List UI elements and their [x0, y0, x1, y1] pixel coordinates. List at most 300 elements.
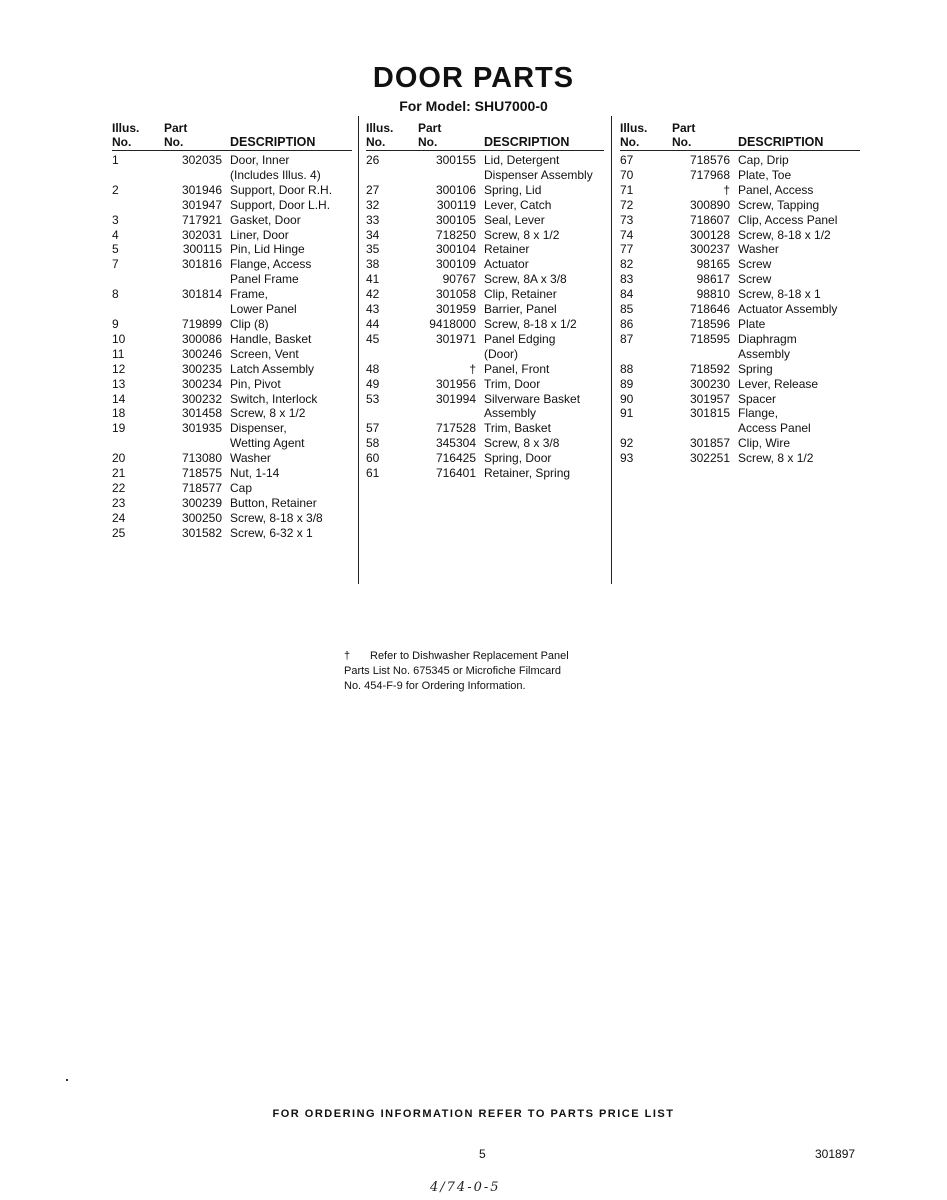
illus-number: 12: [112, 361, 126, 376]
part-description: [730, 183, 860, 198]
parts-row: [112, 242, 352, 257]
parts-row: [366, 228, 604, 243]
illus-number: 83: [620, 272, 634, 287]
illus-number: 45: [366, 331, 380, 346]
description-line: (Includes Illus. 4): [230, 167, 321, 182]
part-number: 301857: [689, 436, 730, 451]
part-description: [476, 317, 604, 332]
part-description: [222, 317, 352, 332]
part-description: [222, 198, 352, 213]
part-header: Part: [672, 121, 696, 135]
part-description: [476, 287, 604, 302]
description-line: Dispenser Assembly: [484, 167, 593, 182]
illus-number: 35: [366, 242, 380, 257]
illus-number: 57: [366, 421, 380, 436]
parts-row: [112, 406, 352, 421]
description-line: Clip (8): [230, 316, 269, 331]
description-line: Silverware Basket: [484, 391, 581, 406]
illus-number: 61: [366, 466, 380, 481]
illus-number: 73: [620, 212, 634, 227]
illus-number: 5: [112, 242, 119, 257]
illus-number: [112, 198, 164, 213]
description-line: Switch, Interlock: [230, 391, 318, 406]
parts-row: [366, 287, 604, 302]
part-description: [222, 406, 352, 421]
parts-row: [112, 481, 352, 496]
part-number: 300106: [435, 182, 476, 197]
part-description: [730, 377, 860, 392]
illus-number: 4: [112, 227, 119, 242]
part-description: [222, 377, 352, 392]
illus-number: 72: [620, 197, 634, 212]
part-number: 718577: [181, 480, 222, 495]
description-line: Clip, Access Panel: [738, 212, 838, 227]
footnote-line: No. 454-F-9 for Ordering Information.: [344, 680, 526, 692]
parts-column-2: [366, 118, 604, 481]
part-number: 718575: [181, 466, 222, 481]
parts-row: [620, 362, 860, 377]
description-line: Door, Inner: [230, 153, 290, 167]
illus-number: 60: [366, 451, 380, 466]
scan-speck: [66, 1079, 68, 1081]
parts-row: [112, 183, 352, 198]
part-number: 302031: [181, 227, 222, 242]
part-no-header: No.: [418, 135, 438, 149]
part-number: 301935: [181, 421, 222, 436]
part-description: [730, 287, 860, 302]
part-description: [222, 213, 352, 228]
parts-row: [366, 466, 604, 481]
part-description: [476, 302, 604, 317]
part-number: 301814: [181, 287, 222, 302]
part-description: [476, 257, 604, 272]
parts-row: [620, 302, 860, 317]
parts-row: [112, 198, 352, 213]
parts-row: [366, 451, 604, 466]
part-description: [222, 183, 352, 198]
parts-row: [620, 406, 860, 436]
illus-number: 58: [366, 436, 380, 451]
illus-number: 53: [366, 391, 380, 406]
parts-row: [112, 287, 352, 317]
part-description: [730, 228, 860, 243]
parts-row: [366, 392, 604, 422]
model-subtitle: For Model: SHU7000-0: [399, 98, 548, 114]
part-number: 302251: [689, 451, 730, 466]
column-header: [366, 118, 604, 151]
description-line: Clip, Wire: [738, 436, 791, 451]
part-number: 9418000: [429, 316, 476, 331]
description-line: Screen, Vent: [230, 346, 299, 361]
description-line: Wetting Agent: [230, 436, 305, 451]
description-line: Pin, Pivot: [230, 376, 281, 391]
part-number: 301582: [181, 525, 222, 540]
parts-row: [620, 228, 860, 243]
description-line: Support, Door L.H.: [230, 197, 331, 212]
part-description: [476, 153, 604, 183]
parts-row: [620, 198, 860, 213]
parts-column-3: [620, 118, 860, 466]
illus-number: 11: [112, 346, 125, 361]
part-description: [222, 511, 352, 526]
description-line: Access Panel: [738, 421, 811, 436]
part-number: 716401: [435, 466, 476, 481]
description-line: Screw, 8 x 1/2: [484, 227, 560, 242]
part-description: [222, 242, 352, 257]
part-number: 300239: [181, 495, 222, 510]
illus-number: 3: [112, 212, 119, 227]
description-line: Latch Assembly: [230, 361, 315, 376]
part-description: [730, 272, 860, 287]
description-line: Lever, Catch: [484, 197, 552, 212]
footnote-line: Parts List No. 675345 or Microfiche Filmcard: [344, 665, 562, 677]
description-line: Screw, 8 x 1/2: [230, 406, 306, 421]
description-line: Frame,: [230, 287, 269, 302]
illus-number: 7: [112, 257, 119, 272]
description-line: Retainer: [484, 242, 530, 257]
parts-row: [112, 526, 352, 541]
document-number: 301897: [815, 1147, 856, 1161]
part-number: †: [469, 361, 476, 376]
part-number: 98617: [696, 272, 730, 287]
description-line: Button, Retainer: [230, 495, 317, 510]
illus-number: 8: [112, 287, 119, 302]
description-line: Plate, Toe: [738, 167, 792, 182]
description-line: Screw, 8-18 x 1/2: [484, 316, 577, 331]
illus-no-header: No.: [620, 135, 640, 149]
description-line: Support, Door R.H.: [230, 182, 333, 197]
part-number: 301815: [689, 406, 730, 421]
parts-row: [366, 332, 604, 362]
part-number: 301959: [435, 302, 476, 317]
illus-number: 1: [112, 153, 119, 167]
illus-header: Illus.: [620, 121, 648, 135]
part-number: 300230: [689, 376, 730, 391]
parts-row: [112, 362, 352, 377]
parts-row: [620, 168, 860, 183]
parts-row: [620, 377, 860, 392]
illus-number: 27: [366, 182, 380, 197]
part-description: [730, 242, 860, 257]
illus-number: 92: [620, 436, 634, 451]
description-line: Screw, 8-18 x 1: [738, 287, 821, 302]
illus-number: 85: [620, 302, 634, 317]
description-line: Screw, 8-18 x 3/8: [230, 510, 323, 525]
part-number: 300235: [181, 361, 222, 376]
part-description: [730, 153, 860, 168]
parts-row: [366, 242, 604, 257]
description-line: Diaphragm: [738, 331, 797, 346]
illus-number: 23: [112, 495, 126, 510]
part-description: [476, 436, 604, 451]
part-description: [476, 183, 604, 198]
page-number: 5: [479, 1147, 486, 1161]
parts-row: [366, 198, 604, 213]
part-number: 301994: [435, 391, 476, 406]
description-line: Cap: [230, 480, 253, 495]
footnote: [344, 649, 644, 694]
part-number: 717528: [435, 421, 476, 436]
parts-row: [112, 421, 352, 451]
part-description: [222, 332, 352, 347]
part-description: [730, 392, 860, 407]
description-line: Screw: [738, 257, 772, 272]
part-number: 300115: [182, 242, 222, 257]
description-line: Spring: [738, 361, 773, 376]
part-number: 717921: [181, 212, 222, 227]
illus-number: 25: [112, 525, 126, 540]
parts-row: [366, 317, 604, 332]
part-description: [730, 451, 860, 466]
part-description: [222, 481, 352, 496]
part-number: †: [723, 182, 730, 197]
illus-no-header: No.: [366, 135, 386, 149]
illus-number: 91: [620, 406, 634, 421]
parts-rows: [620, 151, 860, 466]
illus-number: 41: [366, 272, 380, 287]
illus-number: 18: [112, 406, 126, 421]
illus-number: 88: [620, 361, 634, 376]
part-description: [476, 242, 604, 257]
parts-row: [366, 377, 604, 392]
parts-row: [620, 257, 860, 272]
part-number: 301971: [435, 331, 476, 346]
part-description: [730, 198, 860, 213]
part-number: 301946: [181, 182, 222, 197]
footnote-line: [344, 649, 644, 664]
description-line: Panel Edging: [484, 331, 556, 346]
description-line: Lid, Detergent: [484, 153, 560, 167]
part-description: [476, 392, 604, 422]
description-line: Screw, Tapping: [738, 197, 820, 212]
part-no-header: No.: [672, 135, 692, 149]
illus-number: 49: [366, 376, 380, 391]
description-line: Trim, Basket: [484, 421, 551, 436]
parts-row: [366, 421, 604, 436]
parts-row: [366, 153, 604, 183]
part-description: [730, 362, 860, 377]
illus-number: 87: [620, 331, 634, 346]
part-description: [730, 168, 860, 183]
parts-row: [366, 362, 604, 377]
description-line: Nut, 1-14: [230, 466, 280, 481]
parts-row: [620, 332, 860, 362]
illus-header: Illus.: [366, 121, 394, 135]
illus-number: 10: [112, 331, 126, 346]
parts-row: [112, 511, 352, 526]
illus-number: 74: [620, 227, 634, 242]
parts-row: [620, 451, 860, 466]
ordering-note: FOR ORDERING INFORMATION REFER TO PARTS PRICE LIST: [272, 1108, 675, 1120]
description-line: Lower Panel: [230, 302, 297, 317]
part-description: [222, 526, 352, 541]
description-header: DESCRIPTION: [230, 135, 316, 149]
description-line: Retainer, Spring: [484, 466, 571, 481]
part-number: 300109: [435, 257, 476, 272]
parts-row: [112, 392, 352, 407]
parts-row: [112, 317, 352, 332]
description-line: Spring, Lid: [484, 182, 542, 197]
part-number: 713080: [181, 451, 222, 466]
illus-number: 43: [366, 302, 380, 317]
parts-row: [366, 213, 604, 228]
illus-number: 13: [112, 376, 126, 391]
part-description: [730, 436, 860, 451]
illus-number: 32: [366, 197, 380, 212]
part-description: [222, 362, 352, 377]
description-line: Screw, 6-32 x 1: [230, 525, 313, 540]
description-line: Handle, Basket: [230, 331, 312, 346]
part-description: [476, 466, 604, 481]
illus-number: 9: [112, 316, 119, 331]
column-divider: [358, 116, 359, 584]
illus-number: 26: [366, 153, 380, 167]
part-number: 716425: [435, 451, 476, 466]
column-header: [620, 118, 860, 151]
part-number: 718607: [689, 212, 730, 227]
page-title: DOOR PARTS: [372, 62, 575, 94]
parts-row: [620, 436, 860, 451]
part-number: 300234: [181, 376, 222, 391]
illus-number: 44: [366, 316, 380, 331]
part-description: [222, 153, 352, 183]
part-number: 300890: [689, 197, 730, 212]
illus-no-header: No.: [112, 135, 132, 149]
part-number: 98810: [696, 287, 730, 302]
description-line: Clip, Retainer: [484, 287, 557, 302]
illus-number: 22: [112, 480, 126, 495]
illus-number: 71: [620, 182, 634, 197]
part-number: 718596: [689, 316, 730, 331]
part-description: [476, 377, 604, 392]
parts-row: [366, 183, 604, 198]
description-line: Spring, Door: [484, 451, 552, 466]
part-number: 300237: [689, 242, 730, 257]
description-line: Panel, Front: [484, 361, 550, 376]
description-line: Trim, Door: [484, 376, 541, 391]
part-number: 300232: [181, 391, 222, 406]
description-line: Assembly: [738, 346, 791, 361]
part-description: [476, 421, 604, 436]
part-number: 718592: [689, 361, 730, 376]
description-line: Screw: [738, 272, 772, 287]
part-description: [222, 228, 352, 243]
parts-row: [620, 272, 860, 287]
illus-number: 2: [112, 182, 119, 197]
illus-number: 86: [620, 316, 634, 331]
part-number: 301956: [435, 376, 476, 391]
parts-row: [112, 213, 352, 228]
illus-number: 34: [366, 227, 380, 242]
part-description: [730, 317, 860, 332]
part-description: [222, 392, 352, 407]
illus-number: 90: [620, 391, 634, 406]
part-description: [730, 332, 860, 362]
part-description: [222, 287, 352, 317]
description-line: Panel Frame: [230, 272, 299, 287]
description-line: Pin, Lid Hinge: [230, 242, 305, 257]
description-line: Washer: [738, 242, 779, 257]
part-no-header: No.: [164, 135, 184, 149]
part-number: 719899: [181, 316, 222, 331]
part-number: 301947: [181, 197, 222, 212]
illus-number: 33: [366, 212, 380, 227]
parts-row: [620, 392, 860, 407]
part-number: 345304: [435, 436, 476, 451]
illus-number: 24: [112, 510, 126, 525]
description-line: Screw, 8 x 1/2: [738, 451, 814, 466]
illus-number: 93: [620, 451, 634, 466]
part-description: [476, 451, 604, 466]
part-number: 300155: [435, 153, 476, 167]
parts-row: [112, 377, 352, 392]
parts-row: [112, 332, 352, 347]
description-line: Seal, Lever: [484, 212, 545, 227]
part-header: Part: [418, 121, 442, 135]
illus-number: 70: [620, 167, 634, 182]
part-number: 717968: [689, 167, 730, 182]
description-line: Actuator Assembly: [738, 302, 838, 317]
part-number: 90767: [442, 272, 476, 287]
illus-number: 77: [620, 242, 634, 257]
illus-number: 42: [366, 287, 380, 302]
part-number: 718595: [689, 331, 730, 346]
description-line: Washer: [230, 451, 271, 466]
part-description: [476, 272, 604, 287]
illus-number: 67: [620, 153, 634, 167]
description-line: Screw, 8 x 3/8: [484, 436, 560, 451]
parts-row: [620, 153, 860, 168]
part-number: 300104: [435, 242, 476, 257]
part-number: 300086: [181, 331, 222, 346]
part-description: [222, 257, 352, 287]
description-line: Assembly: [484, 406, 537, 421]
dagger-mark: †: [344, 650, 351, 662]
parts-row: [112, 228, 352, 243]
illus-number: 20: [112, 451, 126, 466]
parts-row: [620, 317, 860, 332]
description-line: Gasket, Door: [230, 212, 301, 227]
part-description: [476, 228, 604, 243]
description-header: DESCRIPTION: [484, 135, 570, 149]
handwritten-note: 4/74-0-5: [430, 1180, 501, 1195]
part-description: [476, 332, 604, 362]
parts-row: [620, 213, 860, 228]
part-description: [476, 362, 604, 377]
illus-number: 38: [366, 257, 380, 272]
parts-row: [112, 451, 352, 466]
part-number: 718576: [689, 153, 730, 167]
part-description: [222, 421, 352, 451]
description-line: Barrier, Panel: [484, 302, 557, 317]
illus-number: 84: [620, 287, 634, 302]
part-description: [476, 198, 604, 213]
part-description: [730, 302, 860, 317]
column-header: [112, 118, 352, 151]
footnote-text: Refer to Dishwasher Replacement Panel: [370, 650, 569, 662]
part-number: 301458: [181, 406, 222, 421]
part-number: 718646: [689, 302, 730, 317]
description-line: Screw, 8-18 x 1/2: [738, 227, 831, 242]
parts-row: [366, 302, 604, 317]
part-number: 300246: [181, 346, 222, 361]
part-number: 300105: [435, 212, 476, 227]
description-line: Plate: [738, 316, 766, 331]
part-number: 302035: [181, 153, 222, 167]
illus-number: 14: [112, 391, 126, 406]
parts-row: [366, 257, 604, 272]
part-description: [476, 213, 604, 228]
